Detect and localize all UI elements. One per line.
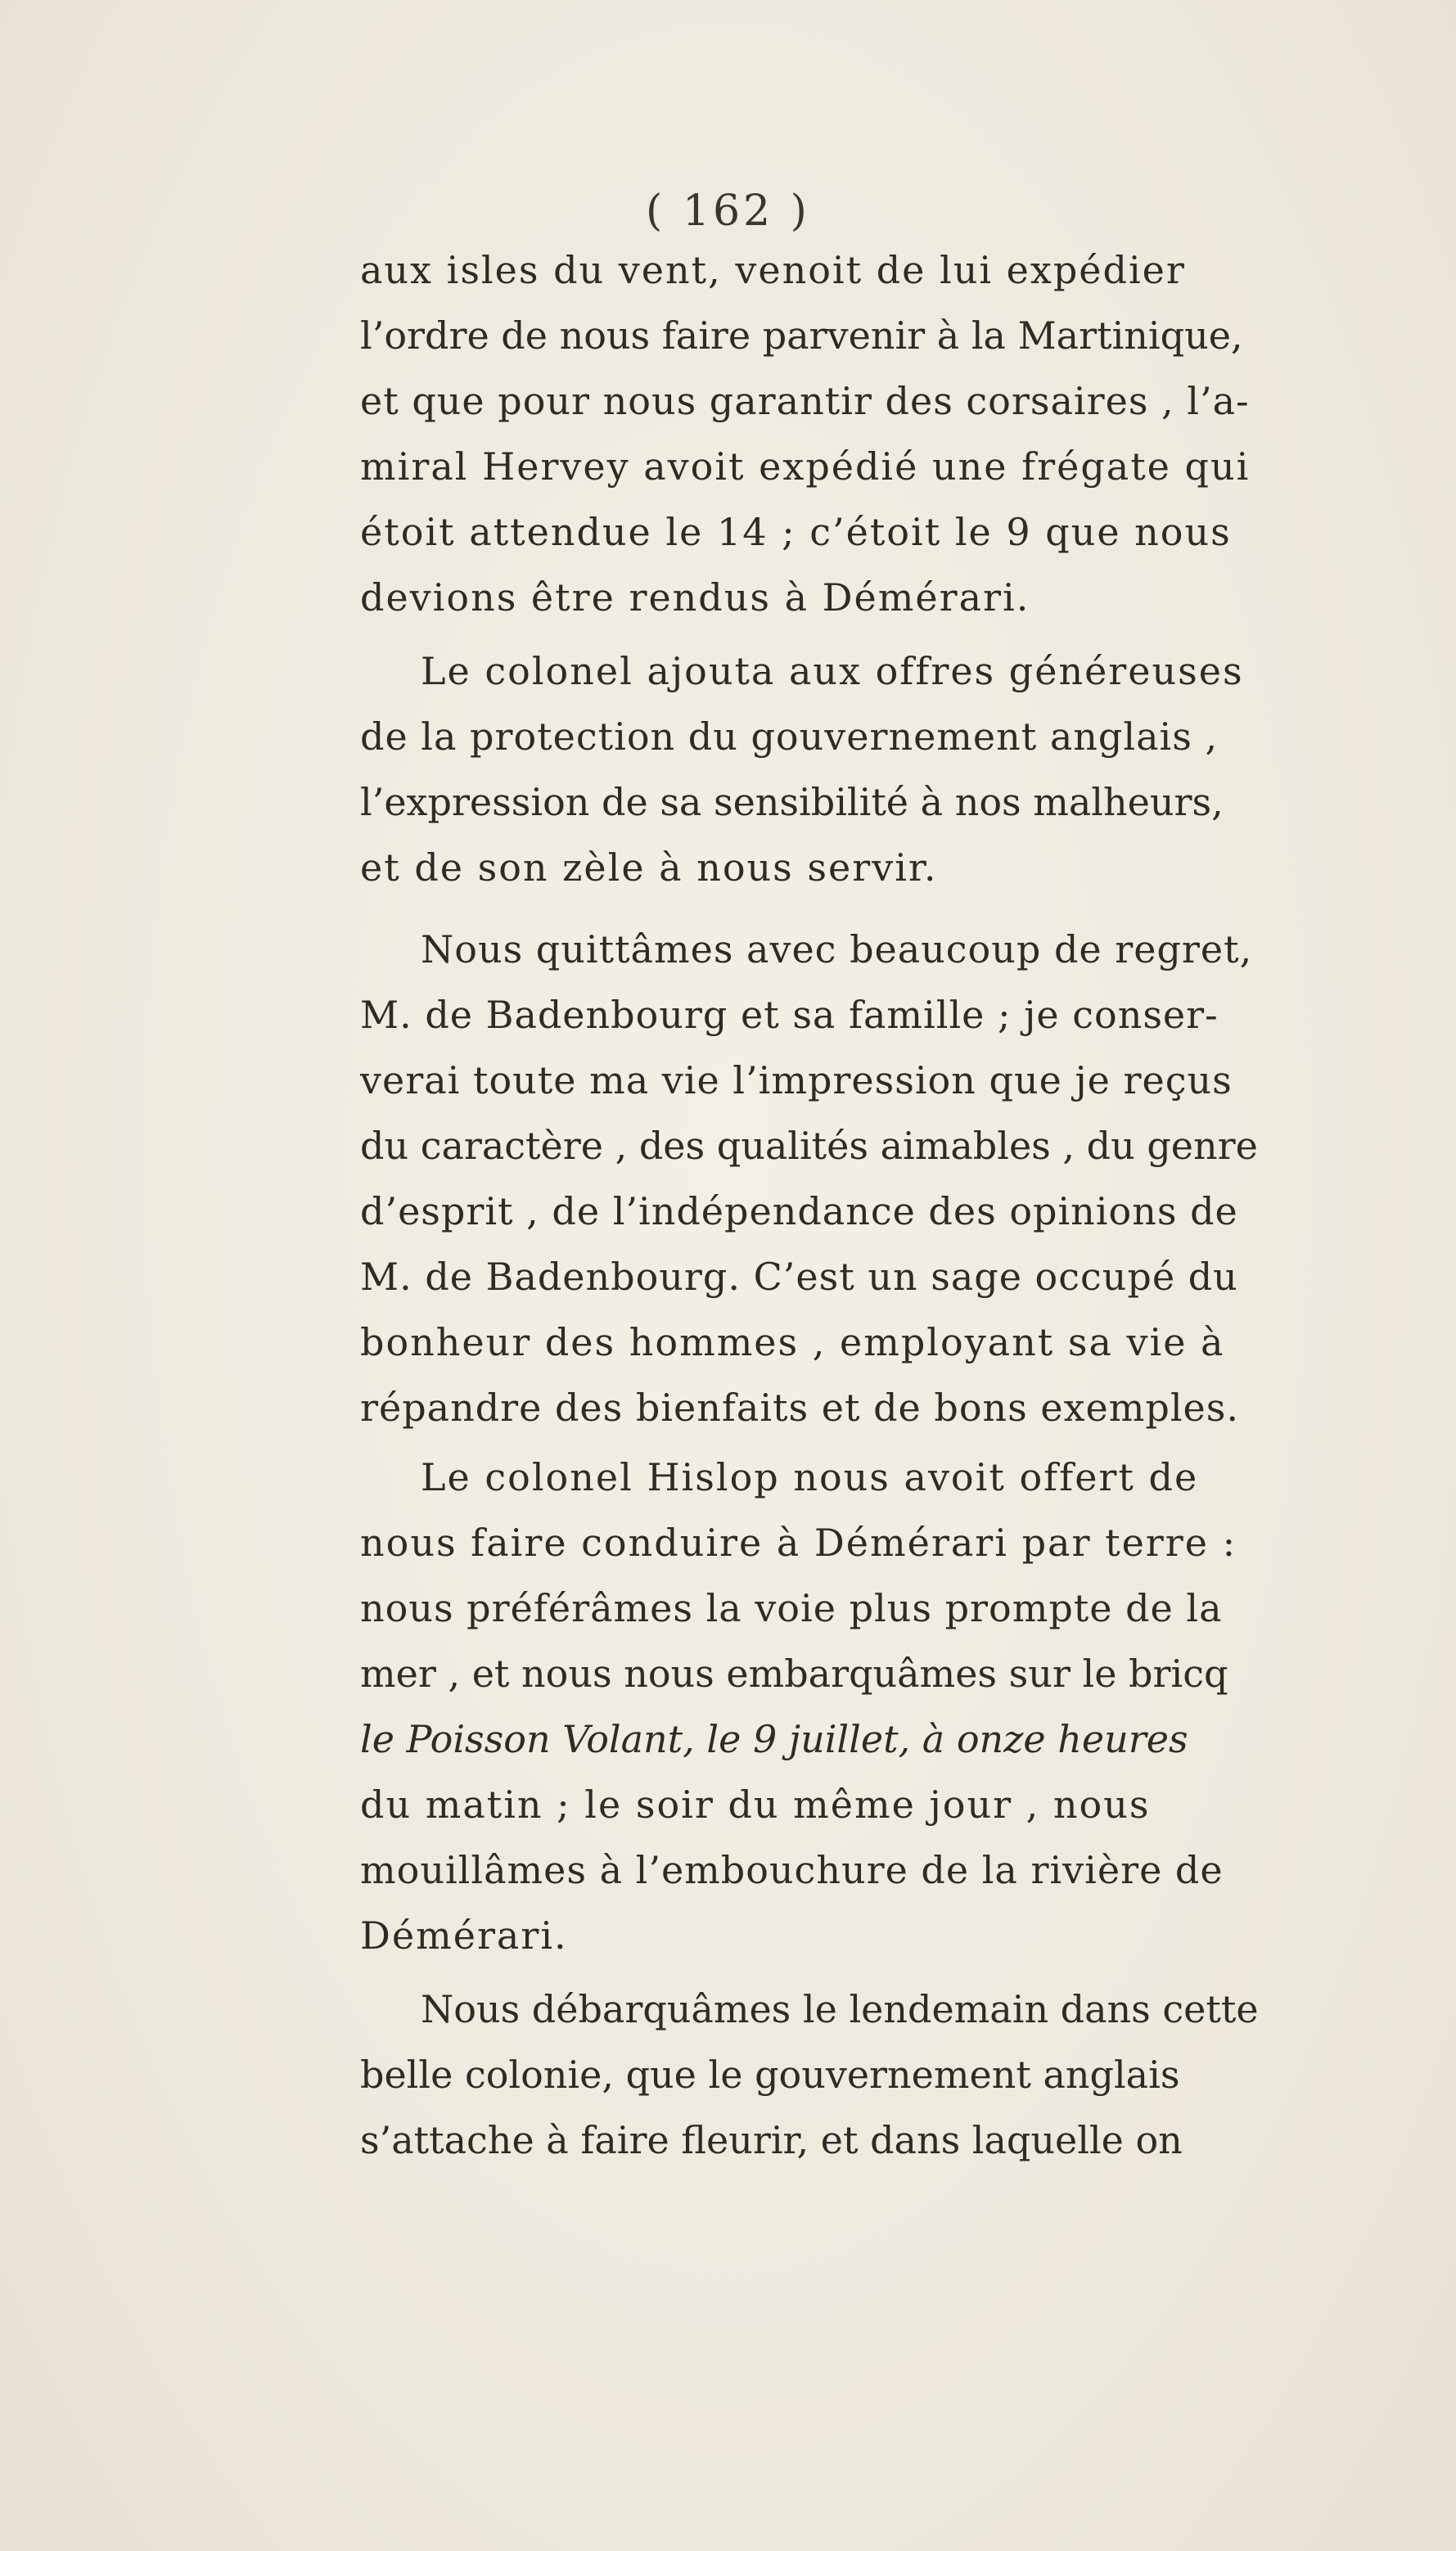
text-line: Nous débarquâmes le lendemain dans cette [421,1987,1259,2031]
text-line: M. de Badenbourg. C’est un sage occupé du [360,1255,1238,1299]
text-line: nous préférâmes la voie plus prompte de la [360,1586,1223,1630]
text-line: l’ordre de nous faire parvenir à la Martinique, [360,313,1243,358]
text-line: mer , et nous nous embarquâmes sur le bricq [360,1652,1228,1696]
text-line: d’esprit , de l’indépendance des opinions de [360,1189,1238,1233]
text-line: nous faire conduire à Démérari par terre : [360,1521,1237,1565]
text-line: miral Hervey avoit expédié une frégate qui [360,444,1251,489]
text-line: du matin ; le soir du même jour , nous [360,1783,1151,1827]
text-line: Démérari. [360,1913,568,1958]
text-line: verai toute ma vie l’impression que je reçus [360,1058,1233,1102]
text-line: et de son zèle à nous servir. [360,845,938,890]
text-line: belle colonie, que le gouvernement anglais [360,2053,1180,2097]
text-line: de la protection du gouvernement anglais , [360,714,1219,759]
text-line: devions être rendus à Démérari. [360,575,1030,620]
text-line: et que pour nous garantir des corsaires , l’a- [360,379,1250,423]
text-line: Nous quittâmes avec beaucoup de regret, [421,927,1253,971]
text-line: bonheur des hommes , employant sa vie à [360,1320,1225,1364]
text-line: aux isles du vent, venoit de lui expédier [360,248,1186,292]
text-line: l’expression de sa sensibilité à nos malheurs, [360,780,1224,824]
text-line: étoit attendue le 14 ; c’étoit le 9 que nous [360,510,1232,554]
text-line: Le colonel Hislop nous avoit offert de [421,1455,1199,1499]
text-line: mouillâmes à l’embouchure de la rivière de [360,1848,1224,1892]
text-line: répandre des bienfaits et de bons exemples. [360,1386,1240,1430]
page-number: ( 162 ) [646,187,810,236]
text-line: du caractère , des qualités aimables , du genre [360,1124,1258,1168]
text-line: M. de Badenbourg et sa famille ; je conser- [360,993,1219,1037]
text-line: s’attache à faire fleurir, et dans laquelle on [360,2118,1183,2162]
text-line: le Poisson Volant, le 9 juillet, à onze heures [360,1717,1188,1761]
text-line: Le colonel ajouta aux offres généreuses [421,649,1244,693]
